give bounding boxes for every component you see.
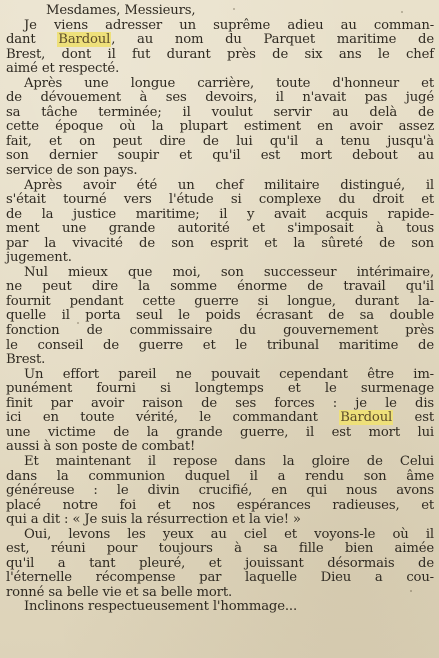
text-segment: de dévouement à ses devoirs, il n'avait pas jugé [6,90,434,106]
text-segment: fournit pendant cette guerre si longue, durant la- [6,293,434,309]
article-line [6,382,434,397]
article-line [6,353,434,368]
text-segment: une victime de la grande guerre, il est mort lui [6,424,434,440]
text-segment: de la justice maritime; il y avait acquis rapide- [6,206,434,222]
article-line [6,426,434,441]
text-segment: Après une longue carrière, toute d'honneur et [24,75,434,91]
article-line [6,193,434,208]
article-line [6,149,434,164]
text-segment: quelle il porta seul le poids écrasant de sa double [6,308,434,324]
article-line [6,455,434,470]
text-segment: dans la communion duquel il a rendu son âme [6,468,434,484]
text-segment: ment une grande autorité et s'imposait à tous [6,221,434,237]
article-line [6,513,434,528]
article-line [6,222,434,237]
text-segment: Brest, dont il fut durant près de six ans le chef [6,46,434,62]
text-segment: Après avoir été un chef militaire distingué, il [24,177,434,193]
article-line [6,120,434,135]
salutation: Mesdames, Messieurs, [46,3,196,18]
article-line [6,106,434,121]
text-segment: placé notre foi et nos espérances radieuses, et [6,497,434,513]
text-segment: qu'il a tant pleuré, et jouissant désormais de [6,555,434,571]
text-segment: Un effort pareil ne pouvait cependant être im- [24,366,434,382]
text-segment: ici en toute vérité, le commandant [6,410,340,426]
text-segment: Nul mieux que moi, son successeur intérimaire, [24,264,434,280]
text-segment: ne peut dire la somme énorme de travail qu'il [6,279,434,295]
article-line [6,324,434,339]
article-line [6,600,434,615]
text-segment: finit par avoir raison de ses forces : je le dis [6,395,434,411]
article-line [6,368,434,383]
article-line [6,251,434,266]
article-line [6,411,434,426]
article-line [6,48,434,63]
article-text [6,4,434,615]
article-line [6,62,434,77]
article-line [6,557,434,572]
article-line [6,295,434,310]
highlighted-name: Bardoul [340,410,393,426]
article-line [6,208,434,223]
text-segment: s'était tourné vers l'étude si complexe du droit et [6,192,434,208]
article-line [6,528,434,543]
article-line [6,397,434,412]
article-line [6,339,434,354]
article-line [6,33,434,48]
text-segment: ronné sa belle vie et sa belle mort. [6,584,233,600]
text-segment: Brest. [6,352,46,368]
article-line [6,19,434,34]
text-segment: est [393,410,434,426]
text-segment: Inclinons respectueusement l'hommage... [24,599,297,615]
text-segment: qui a dit : « Je suis la résurrection et la vie! » [6,512,301,528]
text-segment: fait, et on peut dire de lui qu'il a tenu jusqu'à [6,133,434,149]
text-segment: Je viens adresser un suprême adieu au comman- [24,17,434,33]
text-segment: le conseil de guerre et le tribunal maritime de [6,337,434,353]
article-line [6,77,434,92]
article-line [6,179,434,194]
text-segment: est, réuni pour toujours à sa fille bien aimée [6,541,434,557]
article-line [6,470,434,485]
article-line [6,266,434,281]
text-segment: sa tâche terminée; il voulut servir au delà de [6,104,434,120]
article-line [6,309,434,324]
text-segment: Oui, levons les yeux au ciel et voyons-le où il [24,526,434,542]
text-segment: son dernier soupir et qu'il est mort debout au [6,148,434,164]
text-segment: dant [6,32,58,48]
article-line [6,571,434,586]
text-segment: cette époque où la plupart estiment en avoir assez [6,119,434,135]
article-line [6,440,434,455]
text-segment: Et maintenant il repose dans la gloire de Celui [24,453,434,469]
article-line [6,164,434,179]
text-segment: par la vivacité de son esprit et la sûreté de son [6,235,434,251]
text-segment: aussi à son poste de combat! [6,439,196,455]
article-line [6,499,434,514]
article-line [6,135,434,150]
article-line [6,484,434,499]
text-segment: jugement. [6,250,72,266]
text-segment: , au nom du Parquet maritime de [111,32,434,48]
article-line [6,237,434,252]
article-line [6,542,434,557]
highlighted-name: Bardoul [58,32,111,48]
text-segment: punément fourni si longtemps et le surmenage [6,381,434,397]
text-segment: fonction de commissaire du gouvernement près [6,323,434,339]
article-line [6,280,434,295]
article-line [6,91,434,106]
text-segment: l'éternelle récompense par laquelle Dieu a cou- [6,570,434,586]
text-segment: aimé et respecté. [6,61,120,77]
text-segment: généreuse : le divin crucifié, en qui nous avons [6,483,434,499]
article-line [6,586,434,601]
text-segment: service de son pays. [6,163,138,179]
